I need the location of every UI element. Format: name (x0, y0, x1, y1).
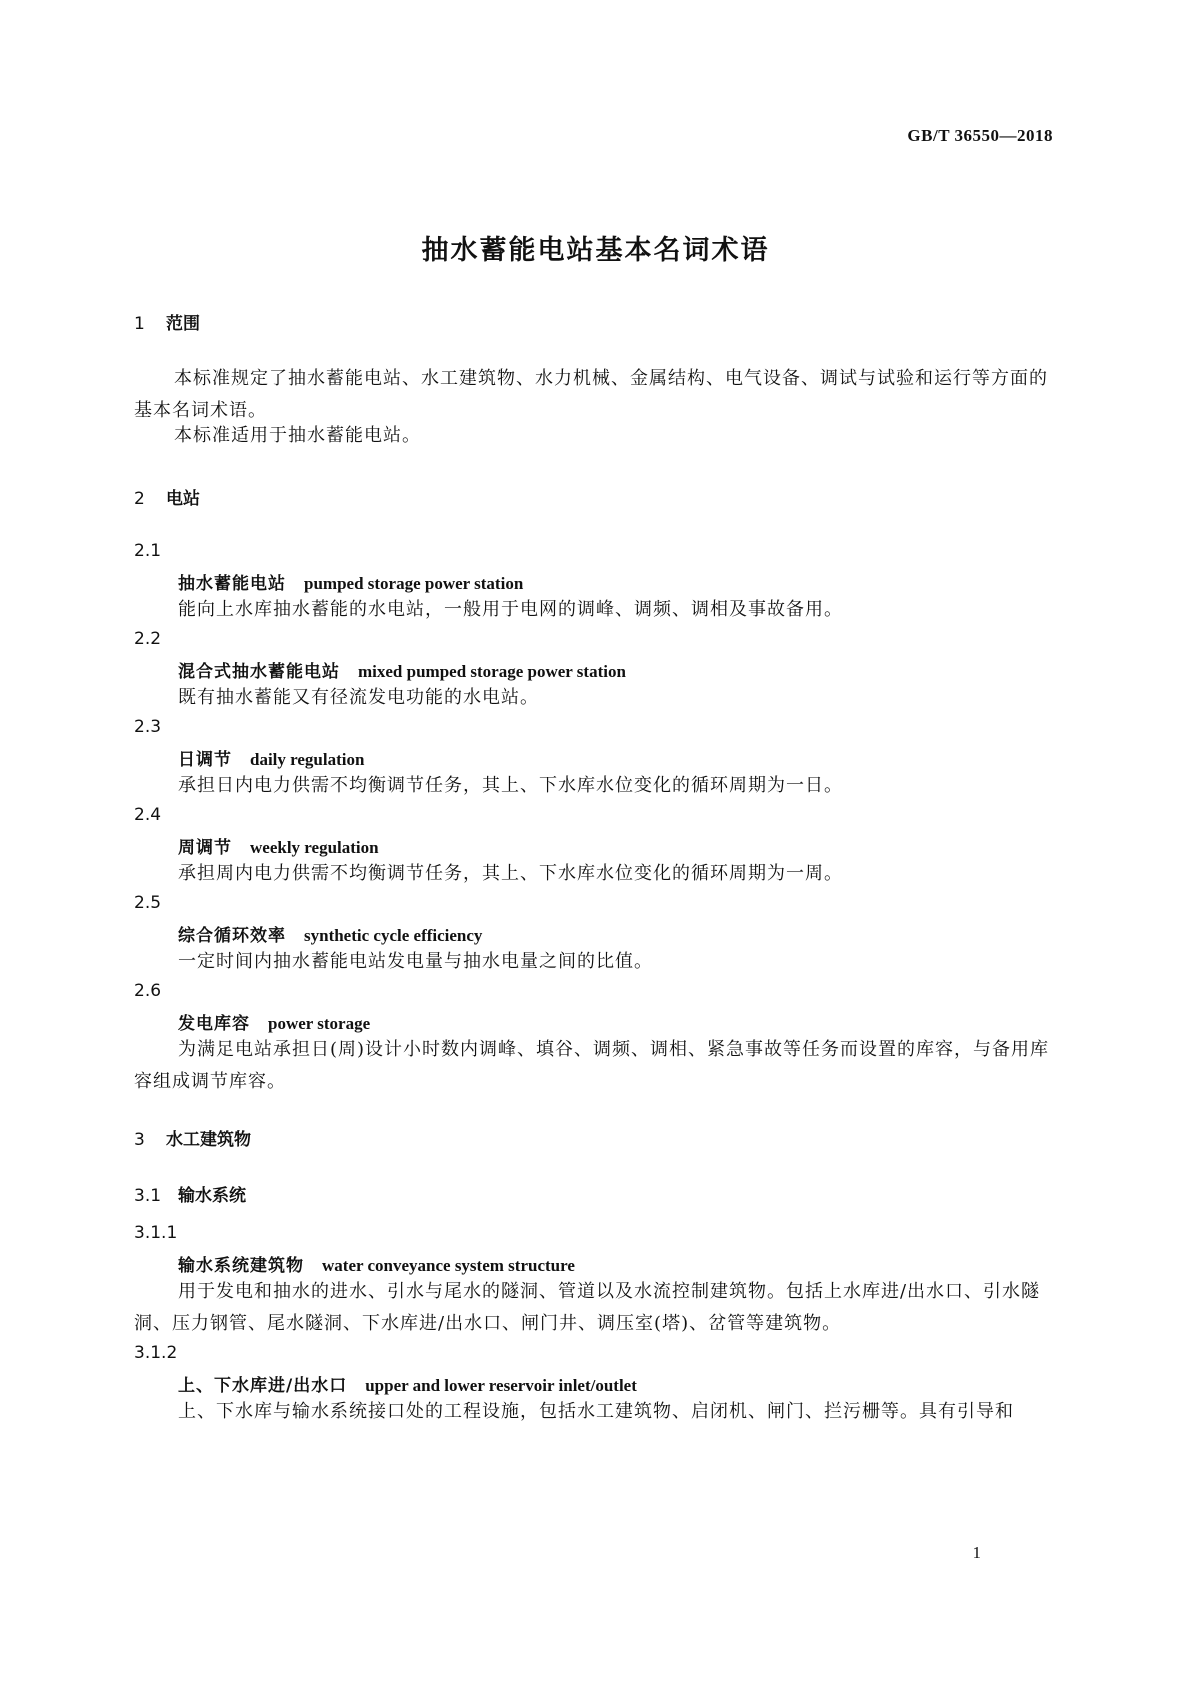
term-number: 3.1.1 (134, 1223, 178, 1243)
term-number: 3.1.2 (134, 1343, 178, 1363)
term-zh: 日调节 (178, 750, 232, 770)
section-3-heading (134, 1125, 1064, 1150)
term-number: 2.6 (134, 981, 162, 1001)
term-3-1-2 (134, 1343, 1064, 1428)
subsection-number: 3.1 (134, 1186, 162, 1206)
term-title (134, 1371, 1064, 1396)
term-number: 2.1 (134, 541, 162, 561)
term-definition: 承担日内电力供需不均衡调节任务，其上、下水库水位变化的循环周期为一日。 (178, 775, 843, 796)
term-number: 2.2 (134, 629, 162, 649)
section-title: 范围 (166, 314, 200, 334)
term-en: water conveyance system structure (322, 1256, 575, 1275)
section-number: 2 (134, 489, 145, 509)
term-en: synthetic cycle efficiency (304, 926, 483, 945)
term-definition: 为满足电站承担日(周)设计小时数内调峰、填谷、调频、调相、紧急事故等任务而设置的库容，与备用库容组成调节库容。 (134, 1039, 1050, 1092)
section-1-paragraph-2: 本标准适用于抽水蓄能电站。 (174, 425, 421, 446)
term-zh: 发电库容 (178, 1014, 250, 1034)
term-definition: 上、下水库与输水系统接口处的工程设施，包括水工建筑物、启闭机、闸门、拦污栅等。具有引导和 (178, 1401, 1014, 1422)
term-title (134, 1009, 1064, 1034)
term-3-1-1 (134, 1223, 1064, 1340)
term-2-1 (134, 541, 1064, 626)
term-number: 2.5 (134, 893, 162, 913)
section-1-heading (134, 309, 1064, 334)
term-definition: 用于发电和抽水的进水、引水与尾水的隧洞、管道以及水流控制建筑物。包括上水库进/出水口、引水隧洞、压力钢管、尾水隧洞、下水库进/出水口、闸门井、调压室(塔)、岔管等建筑物。 (134, 1281, 1041, 1334)
term-en: daily regulation (250, 750, 365, 769)
term-number: 2.4 (134, 805, 162, 825)
term-2-5 (134, 893, 1064, 978)
term-en: power storage (268, 1014, 371, 1033)
term-zh: 混合式抽水蓄能电站 (178, 662, 340, 682)
term-title (134, 745, 1064, 770)
section-number: 1 (134, 314, 145, 334)
term-2-3 (134, 717, 1064, 802)
term-title (134, 569, 1064, 594)
term-zh: 输水系统建筑物 (178, 1256, 304, 1276)
term-en: pumped storage power station (304, 574, 524, 593)
term-title (134, 657, 1064, 682)
term-zh: 上、下水库进/出水口 (178, 1376, 348, 1396)
term-definition: 承担周内电力供需不均衡调节任务，其上、下水库水位变化的循环周期为一周。 (178, 863, 843, 884)
section-1-paragraph-1: 本标准规定了抽水蓄能电站、水工建筑物、水力机械、金属结构、电气设备、调试与试验和运行等方面的基本名词术语。 (134, 368, 1048, 421)
term-zh: 周调节 (178, 838, 232, 858)
page-number: 1 (972, 1543, 981, 1562)
term-en: weekly regulation (250, 838, 379, 857)
term-2-6 (134, 981, 1064, 1098)
term-zh: 综合循环效率 (178, 926, 286, 946)
term-title (134, 921, 1064, 946)
term-definition: 既有抽水蓄能又有径流发电功能的水电站。 (178, 687, 539, 708)
document-title: 抽水蓄能电站基本名词术语 (421, 235, 770, 266)
term-definition: 能向上水库抽水蓄能的水电站，一般用于电网的调峰、调频、调相及事故备用。 (178, 599, 843, 620)
term-zh: 抽水蓄能电站 (178, 574, 286, 594)
section-title: 电站 (166, 489, 200, 509)
section-title: 水工建筑物 (166, 1130, 251, 1150)
subsection-3-1-heading (134, 1181, 1064, 1206)
term-number: 2.3 (134, 717, 162, 737)
term-2-4 (134, 805, 1064, 890)
term-title (134, 833, 1064, 858)
term-2-2 (134, 629, 1064, 714)
term-definition: 一定时间内抽水蓄能电站发电量与抽水电量之间的比值。 (178, 951, 653, 972)
section-2-heading (134, 484, 1064, 509)
section-number: 3 (134, 1130, 145, 1150)
term-en: upper and lower reservoir inlet/outlet (365, 1376, 637, 1395)
subsection-title: 输水系统 (178, 1186, 246, 1206)
term-title (134, 1251, 1064, 1276)
standard-code: GB/T 36550—2018 (907, 126, 1053, 145)
term-en: mixed pumped storage power station (358, 662, 626, 681)
